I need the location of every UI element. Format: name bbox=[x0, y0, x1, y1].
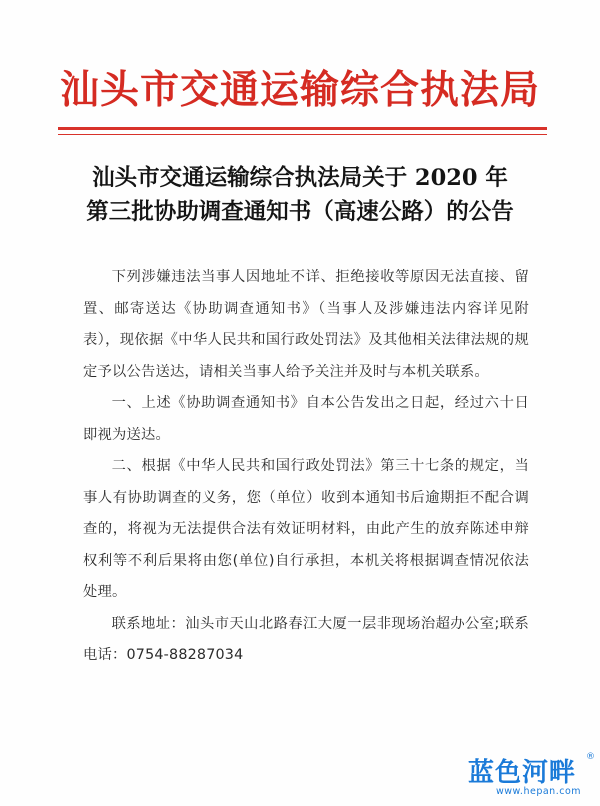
body-paragraph-intro: 下列涉嫌违法当事人因地址不详、拒绝接收等原因无法直接、留置、邮寄送达《协助调查通知书》（当事人及涉嫌违法内容详见附表），现依据《中华人民共和国行政处罚法》及其他相关法律法规的规定予以公告送达，请相关当事人给予关注并及时与本机关联系。 bbox=[83, 269, 529, 380]
letterhead-org-name: 汕头市交通运输综合执法局 bbox=[59, 67, 540, 113]
body-paragraph-obligation: 二、根据《中华人民共和国行政处罚法》第三十七条的规定，当事人有协助调查的义务，您（单位）收到本通知书后逾期拒不配合调查的，将视为无法提供合法有效证明材料，由此产生的放弃陈述申辩权利等不利后果将由您(单位)自行承担，本机关将根据调查情况依法处理。 bbox=[83, 458, 529, 600]
watermark-brand-text: 蓝色河畔 bbox=[468, 758, 577, 788]
letterhead-rule-thick bbox=[58, 127, 547, 130]
document-title-line-2: 第三批协助调查通知书（高速公路）的公告 bbox=[86, 199, 514, 225]
body-paragraph-service-period: 一、上述《协助调查通知书》自本公告发出之日起，经过六十日即视为送达。 bbox=[83, 395, 529, 443]
watermark-url: www.hepan.com bbox=[496, 786, 582, 797]
document-body bbox=[83, 262, 529, 672]
watermark-registered-mark: ® bbox=[586, 752, 595, 762]
letterhead-rule-thin bbox=[58, 134, 547, 135]
watermark-logo bbox=[468, 752, 594, 802]
body-paragraph-contact: 联系地址：汕头市天山北路春江大厦一层非现场治超办公室;联系电话：0754-88287034 bbox=[83, 615, 529, 663]
document-title-line-1: 汕头市交通运输综合执法局关于 2020 年 bbox=[92, 165, 508, 191]
